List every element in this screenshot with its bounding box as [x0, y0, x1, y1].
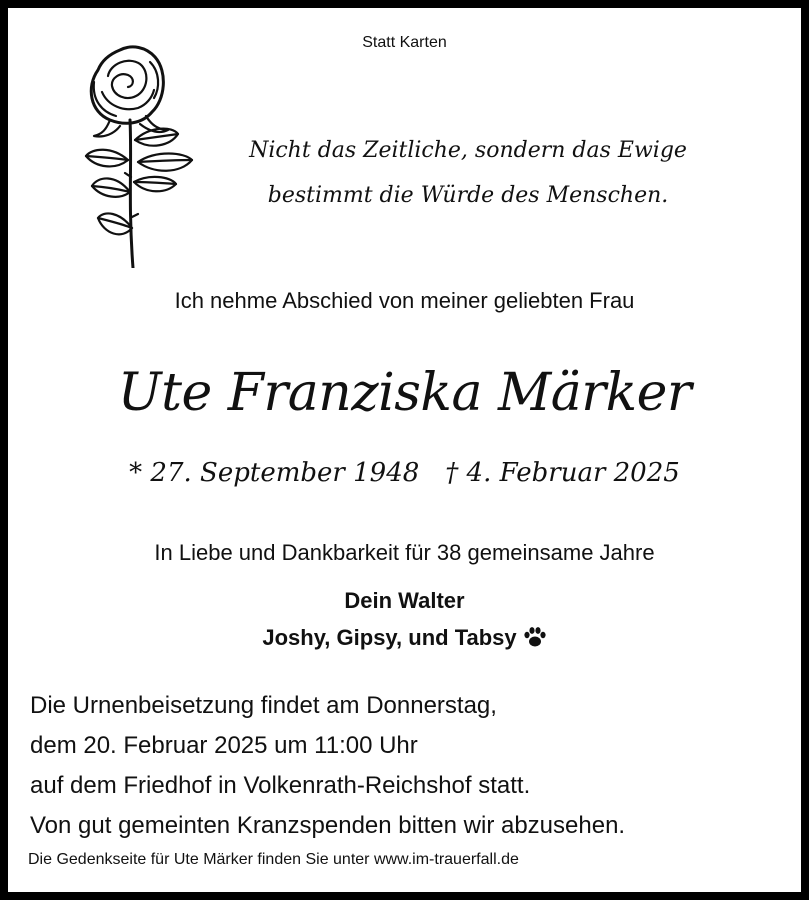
dedication-text: In Liebe und Dankbarkeit für 38 gemeinsame Jahre: [154, 540, 655, 565]
obituary-card: [8, 8, 801, 892]
signer-line-2: [8, 625, 801, 651]
ceremony-line-1: Die Urnenbeisetzung findet am Donnerstag,: [30, 692, 497, 719]
quote-line-2: bestimmt die Würde des Menschen.: [267, 183, 669, 208]
intro-text: Ich nehme Abschied von meiner geliebten Frau: [174, 288, 635, 313]
signer-line-1: Dein Walter: [344, 588, 465, 613]
header-statt-karten: Statt Karten: [362, 34, 447, 51]
memorial-page-note: Die Gedenkseite für Ute Märker finden Sie unter www.im-trauerfall.de: [28, 851, 519, 868]
ceremony-line-2: dem 20. Februar 2025 um 11:00 Uhr: [30, 732, 418, 759]
birth-date: * 27. September 1948: [129, 458, 420, 488]
ceremony-line-3: auf dem Friedhof in Volkenrath-Reichshof statt.: [30, 772, 531, 799]
deceased-name: Ute Franziska Märker: [117, 363, 692, 423]
ceremony-line-4: Von gut gemeinten Kranzspenden bitten wir abzusehen.: [30, 812, 626, 839]
quote-line-1: Nicht das Zeitliche, sondern das Ewige: [249, 138, 687, 163]
signer-names: Joshy, Gipsy, und Tabsy: [262, 625, 517, 650]
death-date: † 4. Februar 2025: [445, 458, 680, 488]
rose-icon: [80, 42, 200, 268]
life-dates: [8, 458, 801, 488]
paw-icon: [523, 626, 547, 648]
